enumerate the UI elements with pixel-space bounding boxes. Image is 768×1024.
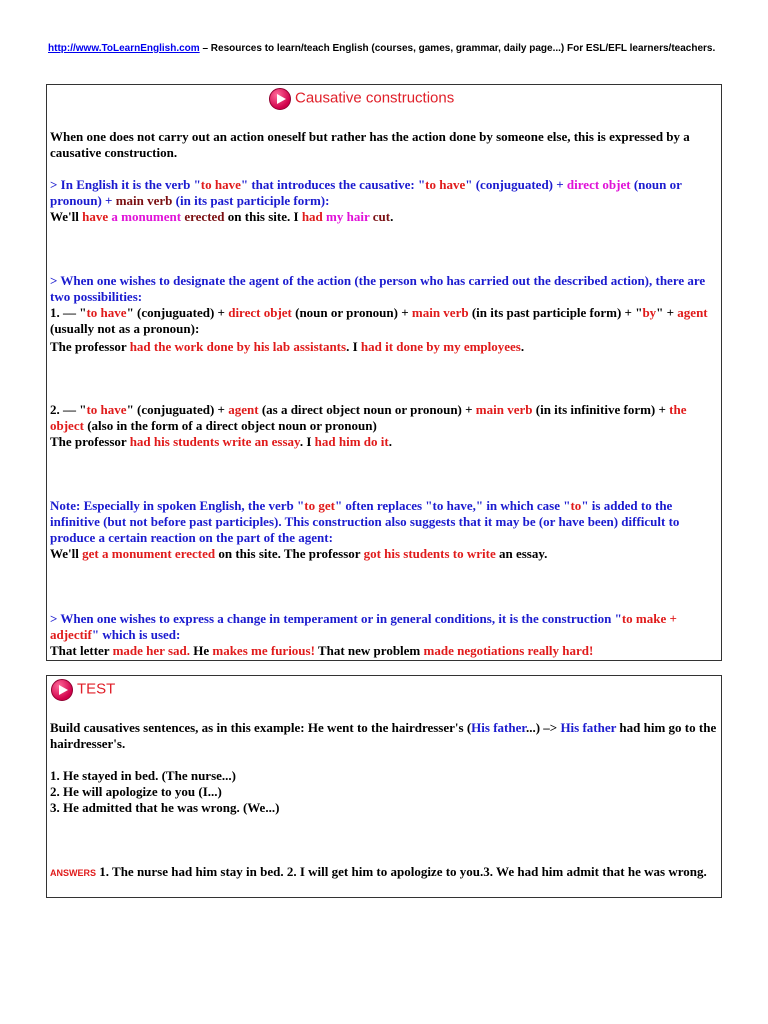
test-item: 3. He admitted that he was wrong. (We...): [50, 800, 280, 815]
header-text: – Resources to learn/teach English (courses, games, grammar, daily page...) For ESL/EFL learners/teachers.: [199, 43, 716, 54]
answers: ANSWERS 1. The nurse had him stay in bed. 2. I will get him to apologize to you.3. We had him admit that he was wrong.: [50, 864, 707, 879]
example-agent-two: The professor had his students write an essay. I had him do it.: [50, 434, 392, 449]
rule-have: > In English it is the verb "to have" that introduces the causative: "to have" (conjuguated) + direct objet (noun or pronoun) + main verb (in its past participle form):: [50, 177, 682, 208]
arrow-icon: [269, 88, 291, 110]
section-title-text: Causative constructions: [295, 89, 455, 107]
example-get: We'll get a monument erected on this site. The professor got his students to write an essay.: [50, 546, 548, 561]
test-section: [46, 675, 722, 898]
possibility-one: 1. –– "to have" (conjuguated) + direct objet (noun or pronoun) + main verb (in its past participle form) + "by" + agent (usually not as a pronoun):: [50, 305, 708, 336]
section-title: [269, 88, 454, 110]
example-have: We'll have a monument erected on this site. I had my hair cut.: [50, 209, 394, 224]
intro-paragraph: When one does not carry out an action oneself but rather has the action done by someone else, this is expressed by a causative construction.: [50, 129, 690, 160]
arrow-icon: [51, 679, 73, 701]
causative-section: [46, 84, 722, 661]
note-to-get: Note: Especially in spoken English, the verb "to get" often replaces "to have," in which case "to" is added to the infinitive (but not before past participles). This construction also suggests that it may be (or have been) difficult to produce a certain reaction on the part of the agent:: [50, 498, 680, 545]
possibility-two: 2. –– "to have" (conjuguated) + agent (as a direct object noun or pronoun) + main verb (in its infinitive form) + the object (also in the form of a direct object noun or pronoun): [50, 402, 687, 433]
site-header: [48, 43, 728, 55]
test-title: [51, 679, 115, 701]
test-item: 1. He stayed in bed. (The nurse...): [50, 768, 236, 783]
answers-label: ANSWERS: [50, 868, 97, 878]
rule-make: > When one wishes to express a change in temperament or in general conditions, it is the construction "to make + adjectif" which is used:: [50, 611, 677, 642]
example-make: That letter made her sad. He makes me furious! That new problem made negotiations really hard!: [50, 643, 594, 658]
rule-agent: > When one wishes to designate the agent of the action (the person who has carried out the described action), there are two possibilities:: [50, 273, 706, 304]
test-item: 2. He will apologize to you (I...): [50, 784, 222, 799]
test-title-text: TEST: [77, 680, 116, 698]
test-instructions: Build causatives sentences, as in this example: He went to the hairdresser's (His father...) –> His father had him go to the hairdresser's.: [50, 720, 717, 751]
site-link[interactable]: http://www.ToLearnEnglish.com: [48, 43, 200, 54]
example-agent-one: The professor had the work done by his lab assistants. I had it done by my employees.: [50, 339, 525, 354]
